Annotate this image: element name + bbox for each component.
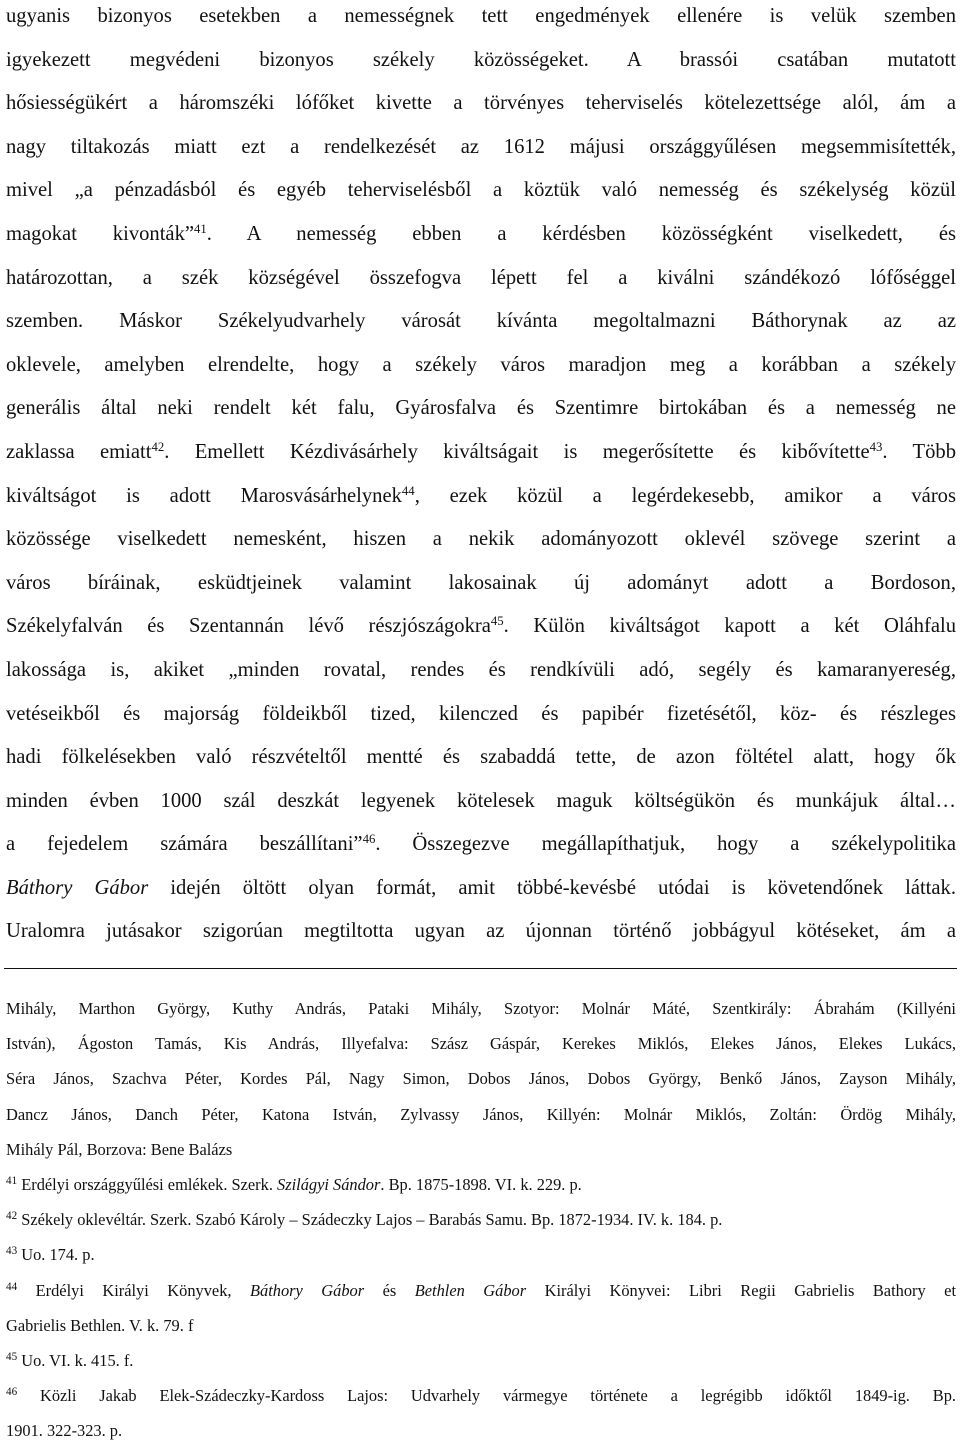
text-run: . Bp. 1875-1898. VI. k. 229. p. (380, 1174, 582, 1194)
text-run: , ezek közül a legérdekesebb, amikor a város (414, 484, 956, 507)
footnote-line (6, 1378, 956, 1413)
text-run: Székely oklevéltár. Szerk. Szabó Károly – Szádeczky Lajos – Barabás Samu. Bp. 1872-1934. IV. k. 184. p. (17, 1210, 723, 1230)
footnote-ref: 42 (151, 439, 165, 454)
text-run: közössége viselkedett nemesként, hiszen a nekik adományozott oklevél szövege szerint a (6, 528, 956, 551)
text-run: 1901. 322-323. p. (6, 1421, 123, 1441)
footnote-line (6, 1026, 956, 1061)
text-run: Erdélyi Királyi Könyvek, (17, 1280, 250, 1300)
text-run: határozottan, a szék községével összefogva lépett fel a kiválni szándékozó lófőséggel (6, 266, 956, 289)
body-line (6, 300, 956, 344)
footnote-line (6, 1343, 956, 1378)
italic-text: Báthory Gábor (6, 876, 149, 899)
text-run: vetéseikből és majorság földeikből tized, kilenczed és papibér fizetésétől, köz- és részleges (6, 702, 956, 725)
text-run: igyekezett megvédeni bizonyos székely közösségeket. A brassói csatában mutatott (6, 48, 956, 71)
footnote-ref: 41 (194, 221, 207, 236)
footnote-ref: 46 (6, 1385, 18, 1398)
body-line (6, 475, 956, 519)
body-line (6, 82, 956, 126)
text-run: Gabrielis Bethlen. V. k. 79. f (6, 1315, 194, 1335)
body-line (6, 213, 956, 257)
text-run: Királyi Könyvei: Libri Regii Gabrielis Bathory et (526, 1280, 956, 1300)
italic-text: Báthory Gábor (249, 1280, 365, 1300)
text-run: hősiességükért a háromszéki lófőket kivette a törvényes teherviselés kötelezettsége alól, ám a (6, 92, 956, 115)
text-run: minden évben 1000 szál deszkát legyenek kötelesek maguk költségükön és munkájuk által… (6, 789, 956, 812)
text-run: . Több (882, 440, 956, 463)
text-run: Mihály Pál, Borzova: Bene Balázs (6, 1139, 233, 1159)
footnote-ref: 43 (869, 439, 883, 454)
text-run: Dancz János, Danch Péter, Katona István, Zylvassy János, Killyén: Molnár Miklós, Zoltán: Ördög Mihály, (6, 1104, 956, 1124)
footnote-ref: 44 (6, 1280, 18, 1293)
text-run: ugyanis bizonyos esetekben a nemességnek tett engedmények ellenére is velük szemben (6, 5, 956, 27)
footnote-line (6, 1237, 956, 1272)
footnote-ref: 45 (490, 614, 504, 629)
text-run: Mihály, Marthon György, Kuthy András, Pataki Mihály, Szotyor: Molnár Máté, Szentkirály: Ábrahám (Killyéni (6, 999, 956, 1018)
text-run: Séra János, Szachva Péter, Kordes Pál, Nagy Simon, Dobos János, Dobos György, Benkő János, Zayson Mihály, (6, 1069, 956, 1089)
footnote-ref: 42 (6, 1210, 18, 1222)
text-run: . A nemesség ebben a kérdésben közösségként viselkedett, és (206, 222, 956, 245)
text-run: a fejedelem számára beszállítani” (6, 833, 363, 856)
text-run: Uralomra jutásakor szigorúan megtiltotta ugyan az újonnan történő jobbágyul kötéseket, ám a (6, 920, 956, 943)
text-run: Uo. 174. p. (17, 1245, 95, 1265)
body-line (6, 431, 956, 475)
text-run: . Összegezve megállapíthatjuk, hogy a székelypolitika (375, 833, 956, 856)
footnotes (6, 991, 956, 1448)
footnote-line (6, 1202, 956, 1237)
body-line (6, 867, 956, 911)
body-line (6, 562, 956, 606)
text-run: Székelyfalván és Szentannán lévő részjószágokra (6, 615, 491, 638)
text-run: és (364, 1280, 415, 1300)
text-run: . Emellett Kézdivásárhely kiváltságait is megerősítette és kibővítette (164, 440, 870, 463)
text-run: mivel „a pénzadásból és egyéb teherviselésből a köztük való nemesség és székelység közül (6, 179, 956, 202)
footnote-separator (4, 968, 957, 969)
text-run: hadi fölkelésekben való részvételtől mentté és szabaddá tette, de azon föltétel alatt, hogy ők (6, 746, 956, 769)
text-run: idején öltött olyan formát, amit többé-kevésbé utódai is követendőnek láttak. (148, 876, 956, 899)
footnote-line (6, 1167, 956, 1202)
body-line (6, 693, 956, 737)
text-run: zaklassa emiatt (6, 440, 152, 463)
footnote-ref: 44 (401, 483, 415, 498)
body-line (6, 344, 956, 388)
footnote-ref: 43 (6, 1245, 18, 1258)
body-line (6, 169, 956, 213)
body-line (6, 126, 956, 170)
text-run: István), Ágoston Tamás, Kis András, Illyefalva: Szász Gáspár, Kerekes Miklós, Elekes János, Elekes Lukács, (6, 1034, 956, 1054)
footnote-ref: 41 (6, 1174, 18, 1187)
text-run: lakossága is, akiket „minden rovatal, rendes és rendkívüli adó, segély és kamaranyereség, (6, 658, 956, 681)
body-line (6, 0, 956, 39)
body-line (6, 649, 956, 693)
text-run: oklevele, amelyben elrendelte, hogy a székely város maradjon meg a korábban a székely (6, 353, 956, 376)
text-run: Közli Jakab Elek-Szádeczky-Kardoss Lajos: Udvarhely vármegye története a legrégibb időktől 1849-ig. Bp. (17, 1386, 956, 1406)
text-run: kiváltságot is adott Marosvásárhelynek (6, 484, 402, 507)
footnote-line (6, 1273, 956, 1308)
text-run: . Külön kiváltságot kapott a két Oláhfalu (503, 615, 956, 638)
body-line (6, 910, 956, 954)
body-line (6, 39, 956, 83)
italic-text: Bethlen Gábor (414, 1280, 527, 1300)
footnote-ref: 45 (6, 1350, 18, 1363)
footnote-line (6, 1097, 956, 1132)
body-line (6, 518, 956, 562)
text-run: magokat kivonták” (6, 222, 195, 245)
body-text (6, 0, 956, 954)
body-line (6, 823, 956, 867)
text-run: Erdélyi országgyűlési emlékek. Szerk. (17, 1174, 278, 1194)
body-line (6, 736, 956, 780)
footnote-ref: 46 (362, 832, 376, 847)
footnote-line (6, 1413, 956, 1448)
body-line (6, 780, 956, 824)
text-run: szemben. Máskor Székelyudvarhely városát kívánta megoltalmazni Báthorynak az az (6, 310, 956, 333)
footnote-line (6, 1132, 956, 1167)
body-line (6, 387, 956, 431)
text-run: város bíráinak, esküdtjeinek valamint lakosainak új adományt adott a Bordoson, (6, 571, 956, 594)
body-line (6, 257, 956, 301)
text-run: generális által neki rendelt két falu, Gyárosfalva és Szentimre birtokában és a nemesség ne (6, 397, 956, 420)
body-line (6, 605, 956, 649)
footnote-line (6, 1308, 956, 1343)
text-run: Uo. VI. k. 415. f. (17, 1350, 134, 1370)
footnote-line (6, 1061, 956, 1096)
italic-text: Szilágyi Sándor (277, 1174, 381, 1194)
footnote-line (6, 991, 956, 1026)
text-run: nagy tiltakozás miatt ezt a rendelkezését az 1612 májusi országgyűlésen megsemmisítették, (6, 135, 956, 158)
